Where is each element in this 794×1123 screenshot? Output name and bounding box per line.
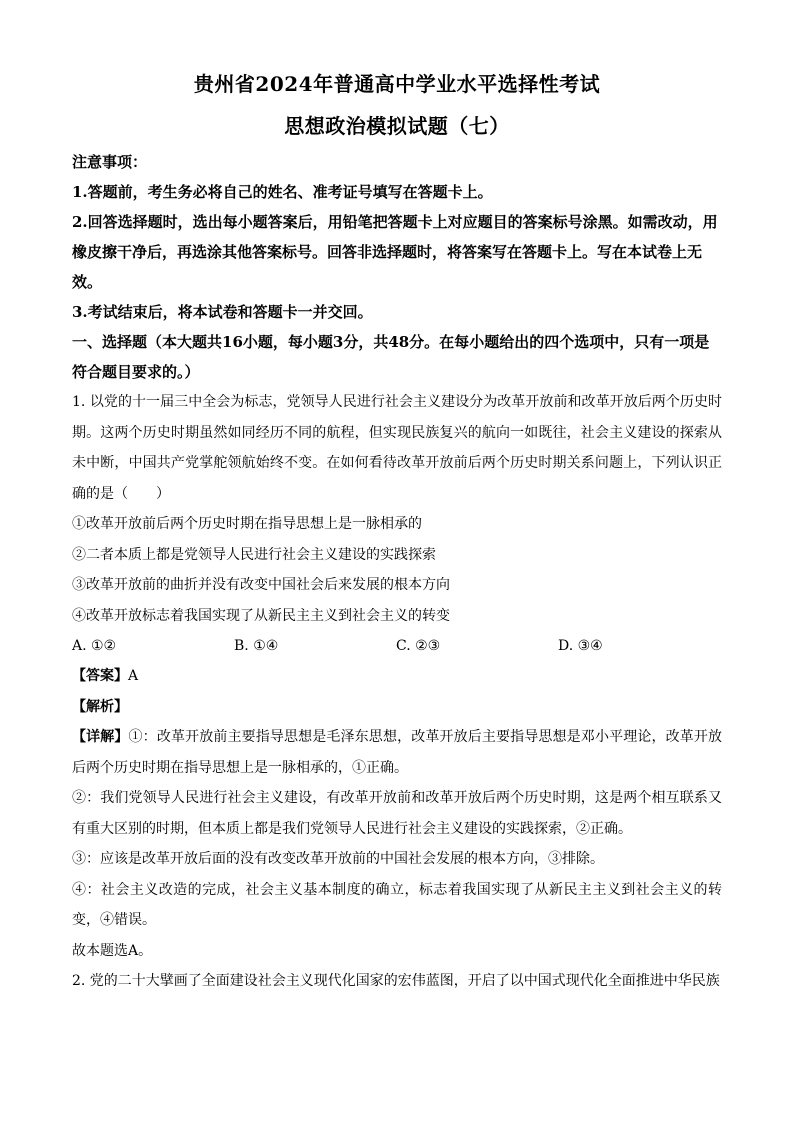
option-b: B. ①④ <box>234 638 279 654</box>
answer-label: 【答案】 <box>72 668 128 684</box>
question-1-stem: 1. 以党的十一届三中全会为标志，党领导人民进行社会主义建设分为改革开放前和改革开放后两个历史时期。这两个历史时期虽然如同经历不同的航程，但实现民族复兴的航向一如既往，社会主义建设的探索从未中断，中国共产党掌舵领航始终不变。在如何看待改革开放前后两个历史时期关系问题上，下列认识正确的是（ ） <box>72 394 722 502</box>
exam-title-line1: 贵州省2024年普通高中学业水平选择性考试 <box>193 72 601 96</box>
question-2-stem: 2. 党的二十大擘画了全面建设社会主义现代化国家的宏伟蓝图，开启了以中国式现代化全面推进中华民族 <box>72 973 720 989</box>
detail-4: ④：社会主义改造的完成，社会主义基本制度的确立，标志着我国实现了从新民主主义到社会主义的转变，④错误。 <box>72 881 722 928</box>
conclusion: 故本题选A。 <box>72 942 153 959</box>
option-c: C. ②③ <box>396 638 441 654</box>
analysis-line <box>72 692 722 723</box>
note-item-2: 2.回答选择题时，选出每小题答案后，用铅笔把答题卡上对应题目的答案标号涂黑。如需改动，用橡皮擦干净后，再选涂其他答案标号。回答非选择题时，将答案写在答题卡上。写在本试卷上无效。 <box>72 213 718 291</box>
note-item-1: 1.答题前，考生务必将自己的姓名、准考证号填写在答题卡上。 <box>72 183 493 201</box>
exam-title-line2: 思想政治模拟试题（七） <box>284 114 510 138</box>
analysis-label: 【解析】 <box>72 698 128 715</box>
option-d: D. ③④ <box>558 638 603 654</box>
question-1-statement-4: ④改革开放标志着我国实现了从新民主主义到社会主义的转变 <box>72 607 450 624</box>
option-a: A. ①② <box>72 638 117 654</box>
section-heading: 一、选择题（本大题共16小题，每小题3分，共48分。在每小题给出的四个选项中，只有一项是符合题目要求的。） <box>72 333 710 381</box>
detail-1 <box>72 722 722 783</box>
note-item-3: 3.考试结束后，将本试卷和答题卡一并交回。 <box>72 303 373 321</box>
question-1-statement-3: ③改革开放前的曲折并没有改变中国社会后来发展的根本方向 <box>72 577 450 593</box>
detail-label: 【详解】 <box>72 729 129 745</box>
question-1-options <box>72 631 722 661</box>
detail-3: ③：应该是改革开放后面的没有改变改革开放前的中国社会发展的根本方向，③排除。 <box>72 851 604 867</box>
detail-1-text: ①：改革开放前主要指导思想是毛泽东思想，改革开放后主要指导思想是邓小平理论，改革开放后两个历史时期在指导思想上是一脉相承的，①正确。 <box>72 729 723 776</box>
question-1-statement-1: ①改革开放前后两个历史时期在指导思想上是一脉相承的 <box>72 516 422 532</box>
question-1-statement-2: ②二者本质上都是党领导人民进行社会主义建设的实践探索 <box>72 546 436 563</box>
exam-page <box>72 62 722 997</box>
answer-value: A <box>128 668 139 684</box>
detail-2: ②：我们党领导人民进行社会主义建设，有改革开放前和改革开放后两个历史时期，这是两个相互联系又有重大区别的时期，但本质上都是我们党领导人民进行社会主义建设的实践探索，②正确。 <box>72 790 722 837</box>
notes-heading: 注意事项： <box>72 153 148 171</box>
answer-line <box>72 661 722 692</box>
